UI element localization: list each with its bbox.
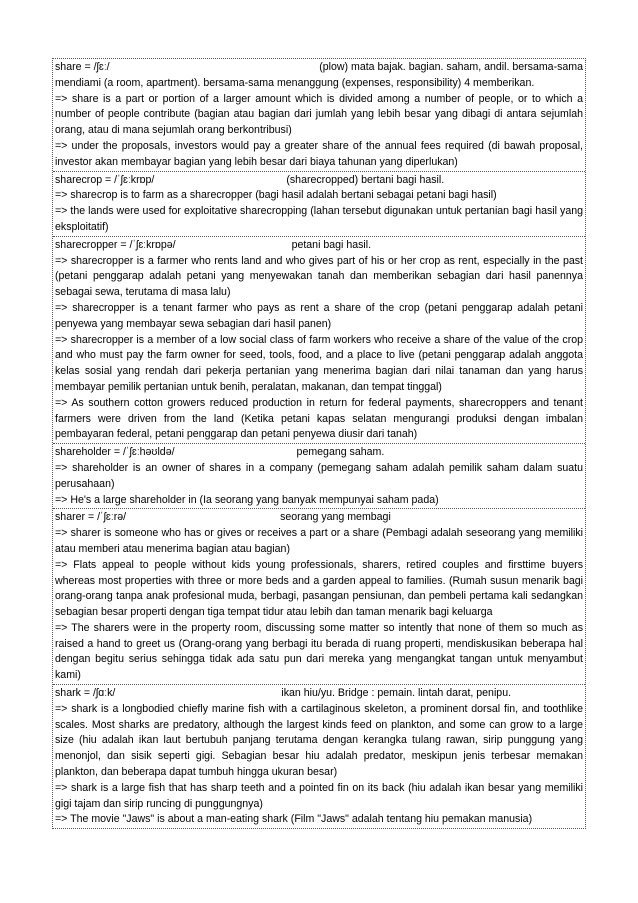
short-definition: petani bagi hasil. — [291, 238, 372, 251]
definition-continuation: mendiami (a room, apartment). bersama-sama menanggung (expenses, responsibility) 4 memberikan. — [55, 76, 535, 89]
headword: shareholder = /ˈʃɛːhəʊldə/ — [55, 446, 175, 459]
headword: sharecropper = /ˈʃɛːkrɒpə/ — [55, 238, 176, 251]
entry-line: => sharecropper is a farmer who rents land and who gives part of his or her crop as rent, especially in the past (petani penggarap adalah petani yang menyewakan tanah dan memberikan sebagian dari hasil panennya sebagai sewa, terutama di masa lalu) — [55, 254, 583, 299]
entry-line: => shareholder is an owner of shares in a company (pemegang saham adalah pemilik saham dalam suatu perusahaan) — [55, 461, 583, 490]
entry-sharecropper — [53, 237, 585, 444]
headword: shark = /ʃɑːk/ — [55, 687, 116, 700]
entry-line: => As southern cotton growers reduced production in return for federal payments, sharecroppers and tenant farmers were driven from the land (Ketika petani kapas selatan mengurangi produksi dengan imbalan pembayaran federal, petani penggarap dan petani penyewa diusir dari tanah) — [55, 396, 583, 441]
short-definition: seorang yang membagi — [280, 511, 391, 524]
entry-line: => sharecropper is a tenant farmer who pays as rent a share of the crop (petani penggarap adalah petani penyewa yang membayar sewa sebagian dari hasil panen) — [55, 301, 583, 330]
headword: share = /ʃɛː/ — [55, 61, 110, 73]
short-definition: (plow) mata bajak. bagian. saham, andil. bersama-sama — [319, 61, 583, 73]
entry-head — [55, 238, 583, 254]
entry-head — [55, 445, 583, 461]
headword: sharer = /ˈʃɛːrə/ — [55, 511, 127, 524]
headword: sharecrop = /ˈʃɛːkrɒp/ — [55, 173, 155, 186]
entry-share — [53, 59, 585, 172]
entry-line: => sharer is someone who has or gives or receives a part or a share (Pembagi adalah seseorang yang memiliki atau memberi atau menerima bagian atau bagian) — [55, 527, 583, 555]
entry-line: => shark is a longbodied chiefly marine fish with a cartilaginous skeleton, a prominent dorsal fin, and toothlike scales. Most sharks are predatory, although the largest kinds feed on plankton, and some can grow to a large size (hiu adalah ikan laut bertubuh panjang terutama dengan kerangka tulang rawan, sirip punggung yang menonjol, dan sisik seperti gigi. Sebagian besar hiu adalah predator, meskipun jenis terbesar memakan plankton, dan beberapa dapat tumbuh hingga ukuran besar) — [55, 702, 583, 779]
entry-shark — [53, 685, 585, 828]
entry-line: => The sharers were in the property room, discussing some matter so intently that none of them so much as raised a hand to greet us (Orang-orang yang berbagi itu berada di ruang properti, mendiskusikan beberapa hal dengan begitu serius sehingga tidak ada satu pun dari mereka yang mengangkat tangan untuk menyambut kami) — [55, 621, 583, 682]
entry-head — [55, 686, 583, 702]
entry-shareholder — [53, 444, 585, 509]
entry-line: => He's a large shareholder in (Ia seorang yang banyak mempunyai saham pada) — [55, 493, 439, 506]
entry-sharecrop — [53, 172, 585, 237]
short-definition: (sharecropped) bertani bagi hasil. — [286, 173, 445, 186]
entry-line: => share is a part or portion of a larger amount which is divided among a number of people, or to which a number of people contribute (bagian atau bagian dari jumlah yang lebih besar yang dibagi di antara sejumlah orang, atau di mana sejumlah orang berkontribusi) — [55, 92, 583, 137]
short-definition: ikan hiu/yu. Bridge : pemain. lintah darat, penipu. — [281, 687, 512, 700]
entry-line: => the lands were used for exploitative sharecropping (lahan tersebut digunakan untuk pertanian bagi hasil yang eksploitatif) — [55, 205, 583, 233]
entry-line: => Flats appeal to people without kids young professionals, sharers, retired couples and firsttime buyers whereas most properties with three or more beds and a garden appeal to families. (Rumah susun menarik bagi orang-orang tanpa anak profesional muda, berbagi, pasangan pensiunan, dan pembeli pertama kali sedangkan sebagian besar properti dengan tiga tempat tidur atau lebih dan taman menarik bagi keluarga — [55, 558, 583, 619]
entry-head — [55, 173, 583, 189]
entry-sharer — [53, 509, 585, 685]
entry-line: => The movie "Jaws" is about a man-eating shark (Film "Jaws" adalah tentang hiu pemakan manusia) — [55, 813, 533, 826]
entry-line: => sharecrop is to farm as a sharecropper (bagi hasil adalah bertani sebagai petani bagi hasil) — [55, 189, 497, 202]
entry-head — [55, 510, 583, 526]
entry-line: => shark is a large fish that has sharp teeth and a pointed fin on its back (hiu adalah ikan besar yang memiliki gigi tajam dan sirip runcing di punggungnya) — [55, 781, 583, 810]
short-definition: pemegang saham. — [296, 446, 385, 459]
entry-head — [55, 60, 583, 76]
entry-line: => under the proposals, investors would pay a greater share of the annual fees required (di bawah proposal, investor akan membayar bagian yang lebih besar dari biaya tahunan yang diperlukan) — [55, 139, 583, 168]
dictionary-entries — [52, 58, 586, 829]
entry-line: => sharecropper is a member of a low social class of farm workers who receive a share of the value of the crop and who must pay the farm owner for seed, tools, food, and a place to live (petani penggarap adalah anggota kelas sosial yang rendah dari pekerja pertanian yang menerima bagian dari nilai tanaman dan yang harus membayar pemilik pertanian untuk benih, peralatan, makanan, dan tempat tinggal) — [55, 333, 583, 393]
